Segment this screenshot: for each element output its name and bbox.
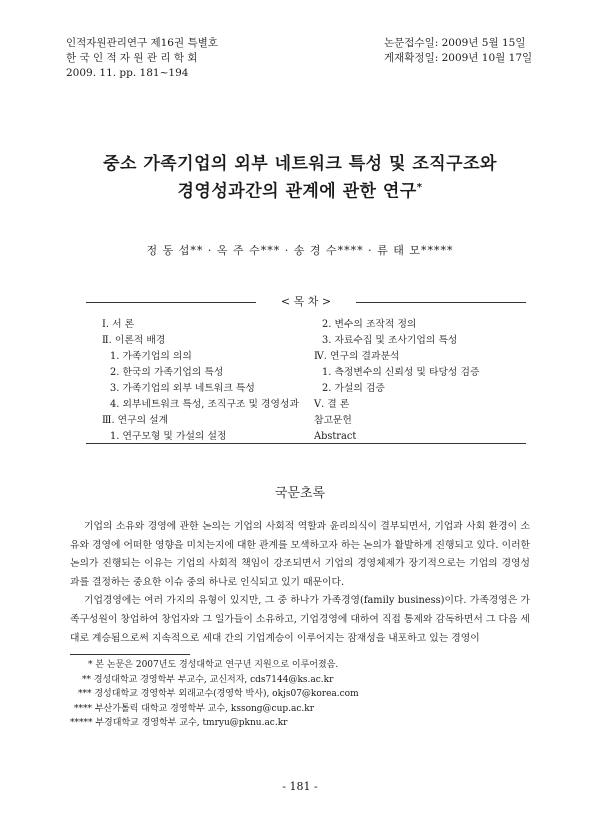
footnote: ** 경성대학교 경영학부 부교수, 교신저자, cds7144@ks.ac.kr <box>82 674 334 685</box>
toc-column-left <box>102 317 299 445</box>
paragraph: 기업의 소유와 경영에 관한 논의는 기업의 사회적 역할과 윤리의식이 결부되면서, 기업과 사회 환경이 소유와 경영에 어떠한 영향을 미치는지에 대한 관계를 모색하고자 하는 논의가 활발하게 진행되고 있다. 이러한 논의가 진행되는 이유는 기업의 사회적 책임이 강조되면서 기업의 경영체제가 장기적으로는 기업의 경영성과를 결정하는 중요한 이슈 중의 하나로 인식되고 있기 때문이다. <box>70 521 531 588</box>
footnote: **** 부산가톨릭 대학교 경영학부 교수, kssong@cup.ac.kr <box>74 703 315 714</box>
accepted-date: 게재확정일: 2009년 10월 17일 <box>384 52 533 64</box>
journal-name: 인적자원관리연구 제16권 특별호 <box>66 37 218 49</box>
footnotes <box>70 658 359 731</box>
journal-info <box>66 36 218 81</box>
toc-column-right <box>314 317 479 445</box>
toc-item: Ⅳ. 연구의 결과분석 <box>314 351 400 362</box>
toc-item: 참고문헌 <box>314 415 352 426</box>
toc-item: Ⅲ. 연구의 설계 <box>102 415 169 426</box>
paragraph: 기업경영에는 여러 가지의 유형이 있지만, 그 중 하나가 가족경영(family business)이다. 가족경영은 가족구성원이 창업하여 창업자와 그 일가들이 소유하고, 기업경영에 대하여 직접 통제와 감독하면서 그 다음 세대로 계승됨으로써 지속적으로 세대 간의 기업계승이 이루어지는 잠재성을 내포하고 있는 경영이 <box>70 595 531 644</box>
toc-item: 3. 자료수집 및 조사기업의 특성 <box>322 335 458 346</box>
title-footnote-mark: * <box>416 182 423 193</box>
paper-title <box>0 152 600 204</box>
footnote-divider <box>70 654 190 655</box>
received-date: 논문접수일: 2009년 5월 15일 <box>384 37 526 49</box>
footnote: ***** 부경대학교 경영학부 교수, tmryu@pknu.ac.kr <box>70 718 288 728</box>
abstract-body <box>70 518 530 648</box>
abstract-heading: 국문초록 <box>274 486 326 501</box>
table-of-contents <box>86 295 526 444</box>
toc-item: Ⅴ. 결 론 <box>314 399 350 410</box>
toc-item: Abstract <box>314 431 357 442</box>
toc-item: 4. 외부네트워크 특성, 조직구조 및 경영성과 <box>110 399 299 410</box>
toc-item: 1. 가족기업의 의의 <box>110 351 192 362</box>
page-number: - 181 - <box>282 780 318 793</box>
submission-dates <box>384 36 532 66</box>
title-line-1: 중소 가족기업의 외부 네트워크 특성 및 조직구조와 <box>103 154 497 174</box>
toc-item: 1. 연구모형 및 가설의 설정 <box>110 431 227 442</box>
footnote: * 본 논문은 2007년도 경성대학교 연구년 지원으로 이루어졌음. <box>88 660 339 670</box>
toc-item: 2. 한국의 가족기업의 특성 <box>110 367 224 378</box>
footnote: *** 경성대학교 경영학부 외래교수(경영학 박사), okjs07@korea.com <box>78 689 359 699</box>
toc-item: 2. 변수의 조작적 정의 <box>322 319 417 330</box>
toc-item: 2. 가설의 검증 <box>322 383 385 394</box>
society-name: 한 국 인 적 자 원 관 리 학 회 <box>66 52 198 64</box>
toc-item: 1. 측정변수의 신뢰성 및 타당성 검증 <box>322 367 480 378</box>
toc-item: Ⅰ. 서 론 <box>102 319 135 330</box>
title-line-2: 경영성과간의 관계에 관한 연구* <box>177 181 423 202</box>
author-list: 정 동 섭** · 옥 주 수*** · 송 경 수**** · 류 태 모***** <box>146 244 454 257</box>
toc-heading: < 목 차 > <box>256 295 356 309</box>
issue-pages: 2009. 11. pp. 181~194 <box>66 67 189 79</box>
toc-item: 3. 가족기업의 외부 네트워크 특성 <box>110 383 255 394</box>
toc-item: Ⅱ. 이론적 배경 <box>102 335 166 346</box>
